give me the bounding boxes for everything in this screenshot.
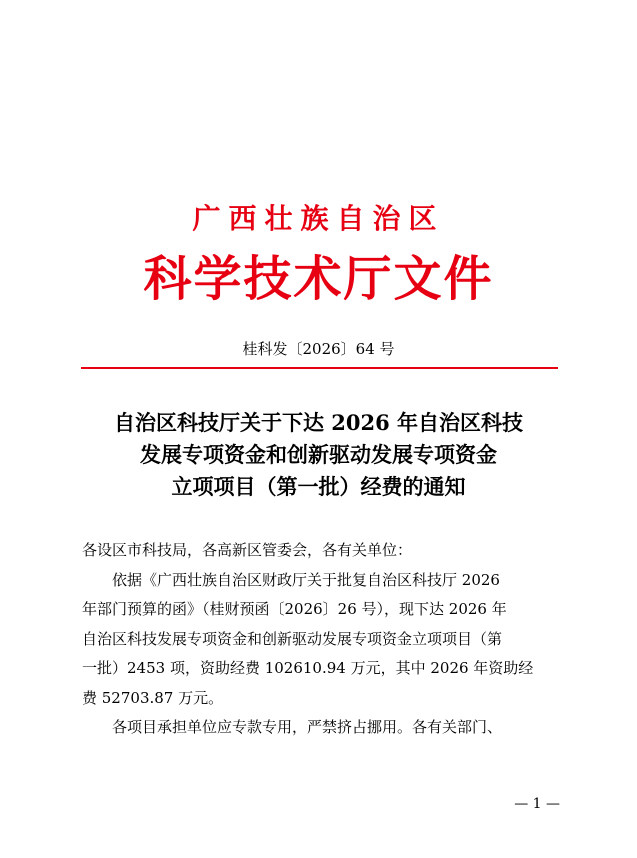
salutation xyxy=(82,536,560,566)
red-separator-line xyxy=(81,367,558,369)
paragraph-line: 费 52703.87 万元。 xyxy=(82,688,224,707)
document-body xyxy=(82,536,560,743)
paragraph-2 xyxy=(82,713,560,743)
title-line: 发展专项资金和创新驱动发展专项资金 xyxy=(140,442,497,467)
paragraph-1 xyxy=(82,566,560,714)
issuer-region: 广西壮族自治区 xyxy=(192,202,445,235)
page-number: — 1 — xyxy=(514,796,560,812)
paragraph-line: 一批）2453 项，资助经费 102610.94 万元，其中 2026 年资助经 xyxy=(82,659,534,677)
document-title xyxy=(60,407,577,503)
paragraph-line: 依据《广西壮族自治区财政厅关于批复自治区科技厅 2026 xyxy=(112,570,500,589)
paragraph-line: 自治区科技发展专项资金和创新驱动发展专项资金立项项目（第 xyxy=(82,629,503,648)
issuer-department: 科学技术厅文件 xyxy=(143,251,494,307)
paragraph-line: 年部门预算的函》（桂财预函〔2026〕26 号），现下达 2026 年 xyxy=(82,600,507,618)
title-line: 自治区科技厅关于下达 2026 年自治区科技 xyxy=(113,410,524,435)
document-number: 桂科发〔2026〕64 号 xyxy=(242,340,395,358)
salutation-text: 各设区市科技局，各高新区管委会，各有关单位： xyxy=(82,541,413,559)
paragraph-line: 各项目承担单位应专款专用，严禁挤占挪用。各有关部门、 xyxy=(112,718,503,736)
title-line: 立项项目（第一批）经费的通知 xyxy=(171,474,466,499)
